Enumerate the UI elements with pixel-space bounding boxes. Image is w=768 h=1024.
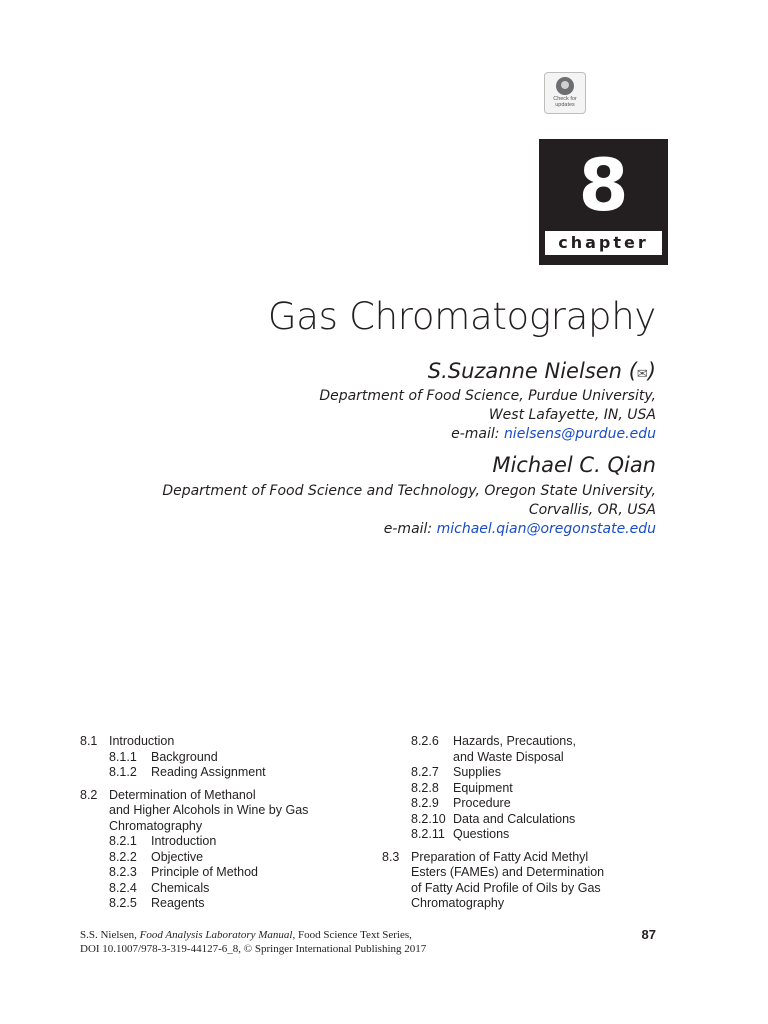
author-2-email-label: e-mail: [383,521,437,537]
author-2-affiliation-line2: Corvallis, OR, USA [528,502,656,518]
toc-entry-number: 8.2.8 [411,780,439,795]
badge-line1: Check for [553,96,577,102]
footer-line2: DOI 10.1007/978-3-319-44127-6_8, © Springer International Publishing 2017 [80,943,427,955]
toc-entry[interactable] [382,734,682,750]
toc-entry-title: Determination of Methanol [109,787,256,802]
author-1-email-link[interactable]: nielsens@purdue.edu [503,426,656,442]
toc-entry-title: Objective [151,849,204,864]
toc-entry-title: Questions [453,827,510,841]
toc-entry-title: Introduction [151,834,217,848]
footer-book-title: Food Analysis Laboratory Manual [139,929,293,941]
toc-entry[interactable] [80,734,380,750]
toc-entry[interactable] [382,781,682,797]
toc-left-column [80,734,380,912]
toc-entry-title: Background [151,749,218,764]
toc-entry-title: and Waste Disposal [453,749,564,764]
author-2-name: Michael C. Qian [492,453,656,477]
toc-entry-number: 8.2.1 [109,834,137,848]
toc-entry[interactable] [80,865,380,881]
toc-entry[interactable] [382,896,682,912]
toc-entry-title: Preparation of Fatty Acid Methyl [411,849,589,864]
check-for-updates-badge[interactable] [544,72,586,114]
toc-entry[interactable] [382,765,682,781]
paren-open: ( [628,359,637,383]
author-1-affiliation-line2: West Lafayette, IN, USA [488,407,656,423]
toc-entry-title: Introduction [109,734,175,748]
footer-line1 [80,928,426,942]
toc-entry-number: 8.2.6 [411,734,439,748]
toc-entry-number: 8.2.9 [411,796,439,810]
toc-entry-title: Chromatography [411,896,505,910]
toc-entry-title: Reading Assignment [151,765,266,779]
toc-entry-number: 8.2.4 [109,880,137,895]
toc-entry[interactable] [80,850,380,866]
toc-entry[interactable] [80,896,380,912]
chapter-box [539,139,668,265]
chapter-label: chapter [545,231,662,255]
toc-entry-title: and Higher Alcohols in Wine by Gas [109,803,309,817]
toc-entry-number: 8.2.2 [109,849,137,864]
author-2-email-row [162,520,656,539]
toc-entry[interactable] [382,850,682,866]
toc-entry-number: 8.2.11 [411,827,445,841]
footer-series: , Food Science Text Series, [292,929,412,941]
toc-entry-number: 8.1.2 [109,765,137,779]
page-number: 87 [641,927,656,942]
footer-author: S.S. Nielsen, [80,929,140,941]
toc-entry[interactable] [80,834,380,850]
toc-entry[interactable] [382,750,682,766]
toc-entry-title: Procedure [453,796,511,810]
toc-entry-title: Hazards, Precautions, [453,734,576,748]
toc-entry-number: 8.2 [80,787,98,802]
author-1-name [428,357,656,389]
toc-entry-title: Esters (FAMEs) and Determination [411,865,605,879]
chapter-title: Gas Chromatography [267,295,656,338]
toc-entry-title: Principle of Method [151,865,259,879]
author-1-name-text: S.Suzanne Nielsen [427,359,622,383]
toc-entry[interactable] [80,819,380,835]
toc-entry-number: 8.1.1 [109,749,137,764]
author-1-affiliation-line1: Department of Food Science, Purdue University, [319,388,656,404]
toc-entry[interactable] [382,827,682,843]
toc-entry[interactable] [80,750,380,766]
toc-entry-number: 8.2.3 [109,865,137,879]
toc-right-column [382,734,682,912]
toc-entry-title: Supplies [453,765,501,779]
toc-entry-title: Reagents [151,896,205,910]
toc-entry[interactable] [80,881,380,897]
toc-gap [382,843,682,850]
author-2-affiliation [162,482,656,539]
toc-entry[interactable] [382,812,682,828]
toc-entry-title: Chemicals [151,880,210,895]
toc-entry-number: 8.2.5 [109,896,137,910]
toc-entry[interactable] [80,788,380,804]
author-1-affiliation [319,387,656,444]
chapter-number: 8 [578,143,629,227]
toc-entry[interactable] [80,765,380,781]
paren-close: ) [647,359,656,383]
toc-gap [80,781,380,788]
toc-entry[interactable] [382,865,682,881]
badge-line2: updates [555,102,575,108]
footer-citation [80,928,426,956]
crossmark-icon [556,77,574,95]
toc-entry[interactable] [382,796,682,812]
toc-entry-title: Equipment [453,780,513,795]
toc-entry[interactable] [80,803,380,819]
author-1-email-row [319,425,656,444]
toc-entry-title: Chromatography [109,818,203,833]
toc-entry-title: of Fatty Acid Profile of Oils by Gas [411,880,601,895]
author-2-affiliation-line1: Department of Food Science and Technology, Oregon State University, [162,483,656,499]
toc-entry-number: 8.3 [382,849,400,864]
toc-entry-title: Data and Calculations [453,811,576,826]
author-2-email-link[interactable]: michael.qian@oregonstate.edu [436,521,656,537]
envelope-icon[interactable]: ✉ [636,367,648,382]
toc-entry-number: 8.2.7 [411,765,439,779]
toc-entry-number: 8.1 [80,734,98,748]
toc-entry[interactable] [382,881,682,897]
author-1-email-label: e-mail: [451,426,504,442]
toc-entry-number: 8.2.10 [411,811,446,826]
